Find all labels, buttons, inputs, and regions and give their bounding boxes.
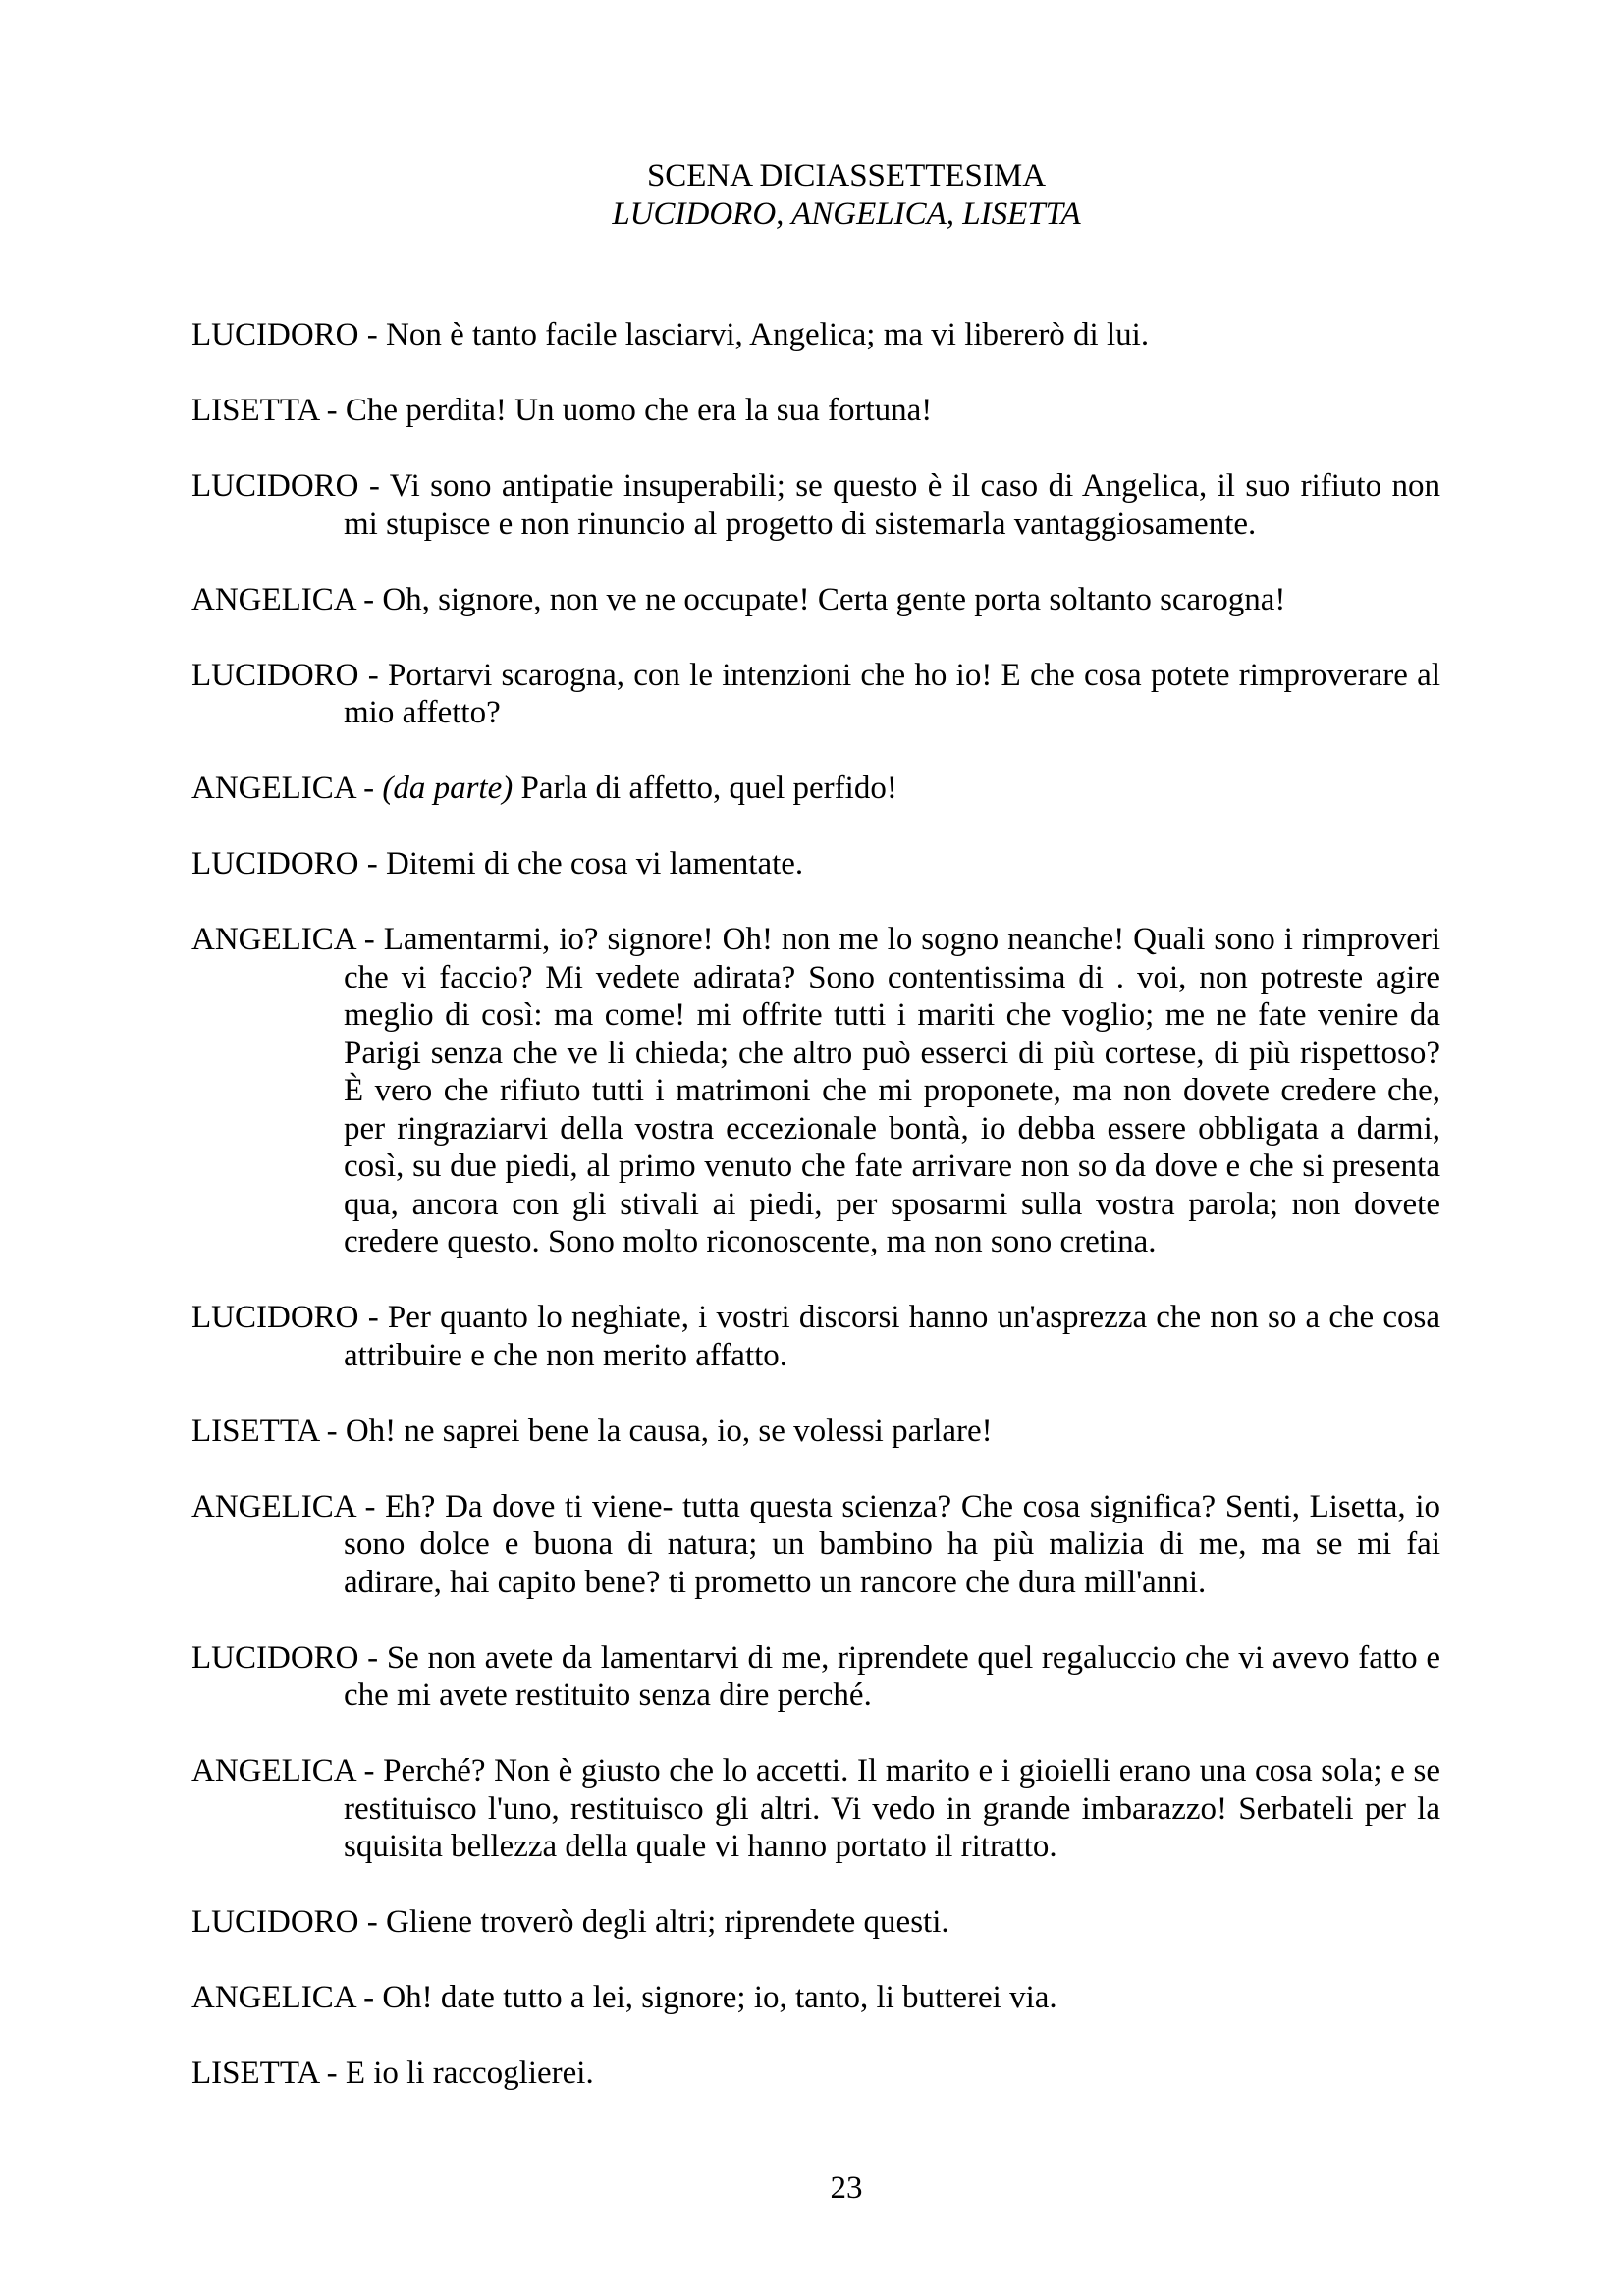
speaker-name: ANGELICA: [191, 1753, 355, 1789]
dialogue-line: [191, 1299, 1440, 1374]
dialogue-text: Lamentarmi, io? signore! Oh! non me lo sogno neanche! Quali sono i rimproveri che vi faccio? Mi vedete adirata? Sono contentissima di . voi, non potreste agire meglio di così: ma come! mi offrite tutti i mariti che voglio; me ne fate venire da Parigi senza che ve li chieda; che altro può esserci di più cortese, di più rispettoso? È vero che rifiuto tutti i matrimoni che mi proponete, ma non dovete credere che, per ringraziarvi della vostra eccezionale bontà, io debba essere obbligata a darmi, così, su due piedi, al primo venuto che fate arrivare non so da dove e che si presenta qua, ancora con gli stivali ai piedi, per sposarmi sulla vostra parola; non dovete credere questo. Sono molto riconoscente, ma non sono cretina.: [344, 922, 1440, 1259]
speaker-separator: -: [354, 1980, 383, 2015]
dialogue-line: [191, 1639, 1440, 1715]
scene-header: [0, 0, 1624, 233]
dialogue-line: [191, 1903, 1440, 1942]
speaker-separator: -: [358, 657, 388, 693]
speaker-name: LUCIDORO: [191, 657, 359, 693]
scene-characters: LUCIDORO, ANGELICA, LISETTA: [612, 195, 1081, 232]
dialogue-line: [191, 581, 1440, 619]
speaker-separator: -: [358, 468, 390, 504]
speaker-separator: -: [354, 581, 383, 617]
speaker-separator: -: [318, 2056, 346, 2091]
dialogue-line: [191, 1488, 1440, 1602]
dialogue-line: [191, 392, 1440, 430]
dialogue-text: Perché? Non è giusto che lo accetti. Il marito e i gioielli erano una cosa sola; e se restituisco l'uno, restituisco gli altri. Vi vedo in grande imbarazzo! Serbateli per la squisita bellezza della quale vi hanno portato il ritratto.: [344, 1753, 1440, 1864]
dialogue-text: Eh? Da dove ti viene- tutta questa scienza? Che cosa significa? Senti, Lisetta, io sono dolce e buona di natura; un bambino ha più malizia di me, ma se mi fai adirare, hai capito bene? ti prometto un rancore che dura mill'anni.: [344, 1488, 1440, 1600]
dialogue-line: [191, 657, 1440, 732]
dialogue-text: Vi sono antipatie insuperabili; se questo è il caso di Angelica, il suo rifiuto non mi stupisce e non rinuncio al progetto di sistemarla vantaggiosamente.: [344, 468, 1440, 542]
dialogue-line: [191, 1413, 1440, 1451]
dialogue-text: Ditemi di che cosa vi lamentate.: [386, 846, 804, 881]
dialogue-text: Oh! date tutto a lei, signore; io, tanto, li butterei via.: [382, 1980, 1057, 2015]
speaker-separator: -: [358, 1639, 387, 1676]
page-footer: [69, 2169, 1624, 2208]
speaker-separator: -: [358, 1904, 386, 1940]
speaker-name: LISETTA: [191, 1413, 319, 1449]
dialogue-text: Gliene troverò degli altri; riprendete questi.: [386, 1904, 949, 1940]
speaker-name: LUCIDORO: [191, 317, 359, 352]
speaker-name: LUCIDORO: [191, 1904, 359, 1940]
speaker-name: ANGELICA: [191, 922, 355, 957]
speaker-name: LUCIDORO: [191, 468, 359, 504]
speaker-separator: -: [318, 1413, 346, 1449]
speaker-name: LISETTA: [191, 393, 319, 428]
dialogue-line: [191, 921, 1440, 1261]
speaker-separator: -: [358, 846, 386, 881]
scene-title: SCENA DICIASSETTESIMA: [646, 158, 1047, 193]
dialogue-text: Non è tanto facile lasciarvi, Angelica; ma vi libererò di lui.: [386, 317, 1150, 352]
dialogue-text: Oh, signore, non ve ne occupate! Certa gente porta soltanto scarogna!: [382, 581, 1286, 617]
dialogue-text: Se non avete da lamentarvi di me, riprendete quel regaluccio che vi avevo fatto e che mi avete restituito senza dire perché.: [344, 1639, 1440, 1713]
dialogue-body: [191, 316, 1440, 2093]
dialogue-text: Oh! ne saprei bene la causa, io, se volessi parlare!: [345, 1413, 993, 1449]
speaker-name: ANGELICA: [191, 771, 355, 806]
dialogue-text: E io li raccoglierei.: [345, 2056, 594, 2091]
dialogue-text: Parla di affetto, quel perfido!: [520, 771, 897, 806]
speaker-name: ANGELICA: [191, 581, 355, 617]
dialogue-line: [191, 1752, 1440, 1866]
stage-direction: (da parte): [382, 771, 514, 806]
dialogue-line: [191, 1979, 1440, 2017]
speaker-separator: -: [354, 1488, 386, 1524]
dialogue-text: Per quanto lo neghiate, i vostri discorsi hanno un'asprezza che non so a che cosa attribuire e che non merito affatto.: [344, 1300, 1440, 1373]
dialogue-text: Che perdita! Un uomo che era la sua fortuna!: [345, 393, 933, 428]
dialogue-line: [191, 467, 1440, 543]
speaker-separator: -: [354, 1753, 384, 1789]
speaker-name: LUCIDORO: [191, 846, 359, 881]
speaker-name: ANGELICA: [191, 1488, 355, 1524]
dialogue-line: [191, 316, 1440, 354]
speaker-separator: -: [318, 393, 346, 428]
speaker-separator: -: [358, 317, 386, 352]
speaker-name: ANGELICA: [191, 1980, 355, 2015]
speaker-name: LISETTA: [191, 2056, 319, 2091]
dialogue-line: [191, 770, 1440, 808]
speaker-name: LUCIDORO: [191, 1300, 359, 1335]
speaker-separator: -: [358, 1300, 388, 1335]
page-number: 23: [830, 2170, 863, 2206]
dialogue-line: [191, 845, 1440, 883]
dialogue-text: Portarvi scarogna, con le intenzioni che ho io! E che cosa potete rimproverare al mio affetto?: [344, 657, 1440, 730]
dialogue-line: [191, 2055, 1440, 2093]
speaker-separator: -: [354, 771, 383, 806]
speaker-name: LUCIDORO: [191, 1639, 359, 1676]
speaker-separator: -: [354, 922, 384, 957]
